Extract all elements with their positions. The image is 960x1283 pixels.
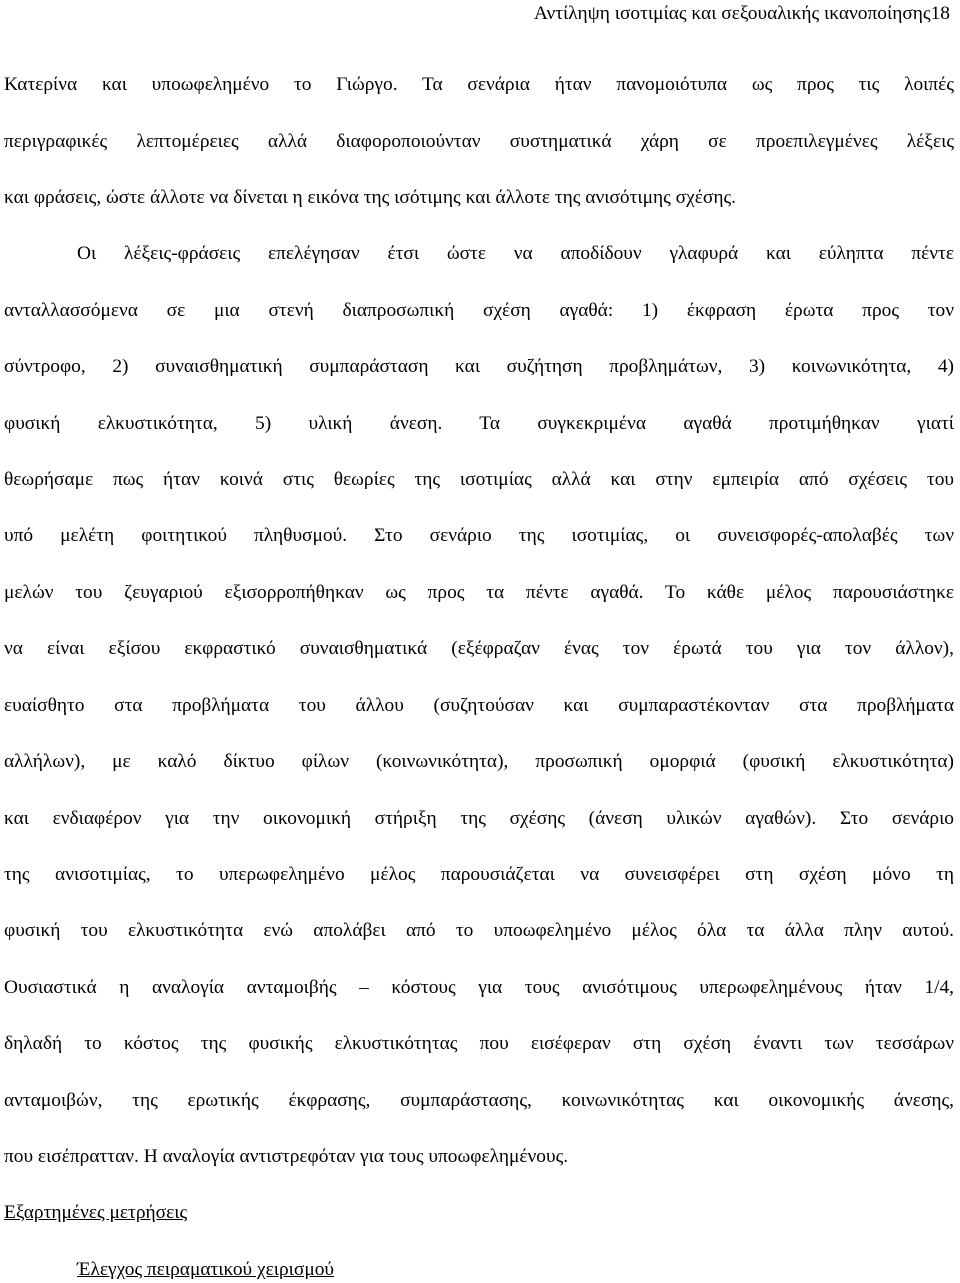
section-heading: Εξαρτημένες μετρήσεις [4, 1202, 188, 1223]
subsection-heading: Έλεγχος πειραματικού χειρισμού [77, 1259, 335, 1280]
body-line: σύντροφο, 2) συναισθηματική συμπαράσταση και συζήτηση προβλημάτων, 3) κοινωνικότητα, 4) [4, 356, 954, 377]
body-line: θεωρήσαμε πως ήταν κοινά στις θεωρίες της ισοτιμίας αλλά και στην εμπειρία από σχέσεις του [4, 469, 954, 490]
body-line: να είναι εξίσου εκφραστικό συναισθηματικά (εξέφραζαν ένας τον έρωτά του για τον άλλον), [4, 638, 954, 659]
body-line: αλλήλων), με καλό δίκτυο φίλων (κοινωνικότητα), προσωπική ομορφιά (φυσική ελκυστικότητα) [4, 751, 954, 772]
body-line: και φράσεις, ώστε άλλοτε να δίνεται η εικόνα της ισότιμης και άλλοτε της ανισότιμης σχέσης. [4, 187, 736, 208]
body-line: υπό μελέτη φοιτητικού πληθυσμού. Στο σενάριο της ισοτιμίας, οι συνεισφορές-απολαβές των [4, 525, 954, 546]
body-line: ευαίσθητο στα προβλήματα του άλλου (συζητούσαν και συμπαραστέκονταν στα προβλήματα [4, 695, 954, 716]
body-line: Οι λέξεις-φράσεις επελέγησαν έτσι ώστε να αποδίδουν γλαφυρά και εύληπτα πέντε [77, 243, 954, 264]
body-line: δηλαδή το κόστος της φυσικής ελκυστικότητας που εισέφεραν στη σχέση έναντι των τεσσάρων [4, 1033, 954, 1054]
body-line: φυσική ελκυστικότητα, 5) υλική άνεση. Τα συγκεκριμένα αγαθά προτιμήθηκαν γιατί [4, 413, 954, 434]
body-line: φυσική του ελκυστικότητα ενώ απολάβει από το υποωφελημένο μέλος όλα τα άλλα πλην αυτού. [4, 920, 954, 941]
page-number: 18 [930, 3, 950, 24]
body-line: και ενδιαφέρον για την οικονομική στήριξη της σχέσης (άνεση υλικών αγαθών). Στο σενάριο [4, 808, 954, 829]
running-header [534, 3, 950, 25]
body-line: ανταμοιβών, της ερωτικής έκφρασης, συμπαράστασης, κοινωνικότητας και οικονομικής άνεσης, [4, 1090, 954, 1111]
body-line: μελών του ζευγαριού εξισορροπήθηκαν ως προς τα πέντε αγαθά. Το κάθε μέλος παρουσιάστηκε [4, 582, 954, 603]
body-line: ανταλλασσόμενα σε μια στενή διαπροσωπική σχέση αγαθά: 1) έκφραση έρωτα προς τον [4, 300, 954, 321]
body-line: της ανισοτιμίας, το υπερωφελημένο μέλος παρουσιάζεται να συνεισφέρει στη σχέση μόνο τη [4, 864, 954, 885]
body-line: Ουσιαστικά η αναλογία ανταμοιβής – κόστους για τους ανισότιμους υπερωφελημένους ήταν 1/4, [4, 977, 954, 998]
body-line: Κατερίνα και υποωφελημένο το Γιώργο. Τα σενάρια ήταν πανομοιότυπα ως προς τις λοιπές [4, 74, 954, 95]
body-line: που εισέπρατταν. Η αναλογία αντιστρεφόταν για τους υποωφελημένους. [4, 1146, 569, 1167]
running-title: Αντίληψη ισοτιμίας και σεξουαλικής ικανοποίησης [533, 3, 931, 24]
body-line: περιγραφικές λεπτομέρειες αλλά διαφοροποιούνταν συστηματικά χάρη σε προεπιλεγμένες λέξεις [4, 131, 954, 152]
